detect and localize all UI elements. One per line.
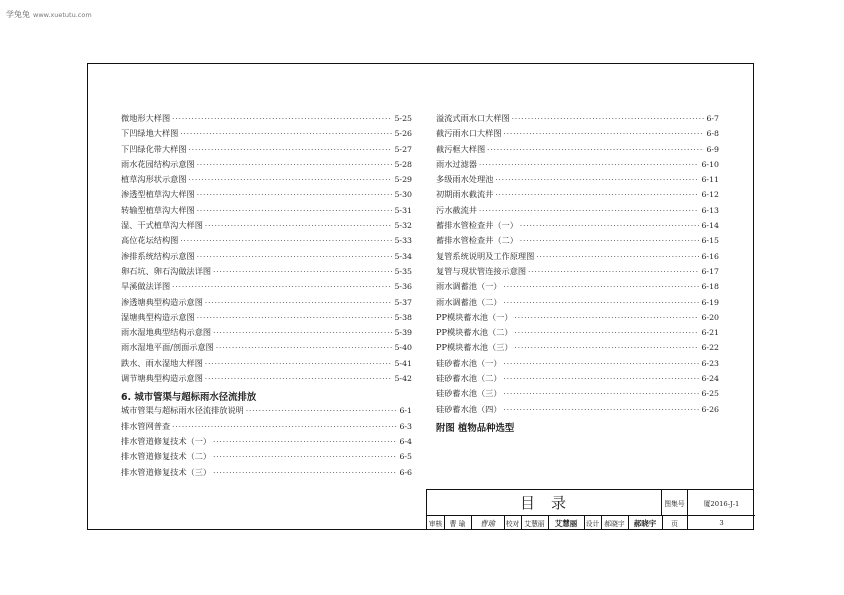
toc-entry-title: 硅砂蓄水池（三） (436, 388, 502, 399)
toc-leader-dots (246, 407, 398, 415)
watermark (6, 9, 92, 20)
toc-leader-dots (515, 314, 700, 322)
toc-leader-dots (515, 344, 700, 352)
toc-entry-title: 湿、干式植草沟大样图 (121, 220, 203, 231)
toc-entry (436, 281, 719, 296)
toc-entry-title: 渗透型植草沟大样图 (121, 189, 195, 200)
toc-leader-dots (504, 406, 700, 414)
toc-leader-dots (205, 222, 393, 230)
toc-entry-title: 雨水过滤器 (436, 158, 477, 169)
toc-leader-dots (213, 453, 397, 461)
toc-entry-title: 复管与现状管连接示意图 (436, 265, 527, 276)
toc-entry-title: 跌水、雨水湿地大样图 (121, 357, 203, 368)
toc-entry-title: 雨水调蓄池（一） (436, 281, 502, 292)
designer-name: 郝晓宇 (604, 520, 625, 528)
toc-entry-page: 6-3 (399, 421, 412, 431)
toc-left-column (121, 113, 412, 482)
toc-entry-page: 6-26 (701, 404, 719, 414)
toc-entry-page: 6-23 (701, 358, 719, 368)
toc-entry (436, 388, 719, 403)
toc-entry-page: 5-42 (394, 374, 412, 384)
toc-leader-dots (520, 237, 700, 245)
checker-name: 艾慧丽 (524, 520, 545, 528)
toc-entry-page: 5-41 (394, 358, 412, 368)
toc-entry-title: 排水管网普查 (121, 420, 171, 431)
toc-entry (436, 174, 719, 189)
toc-entry-title: 下凹绿地大样图 (121, 128, 179, 139)
toc-entry-title: 高位花坛结构图 (121, 235, 179, 246)
toc-leader-dots (479, 207, 700, 215)
toc-entry (436, 266, 719, 281)
toc-entry-title: 微地形大样图 (121, 113, 171, 123)
toc-entry (121, 266, 412, 281)
toc-entry (436, 297, 719, 312)
toc-entry-page: 5-35 (394, 266, 412, 276)
toc-entry-title: 调节塘典型构造示意图 (121, 373, 203, 384)
toc-entry-page: 6-12 (701, 190, 719, 200)
toc-leader-dots (504, 283, 700, 291)
toc-leader-dots (528, 268, 699, 276)
toc-leader-dots (520, 222, 700, 230)
toc-entry (121, 405, 412, 420)
checker-signature: 艾慧丽 (554, 518, 578, 528)
toc-leader-dots (213, 438, 397, 446)
toc-entry (121, 159, 412, 174)
toc-entry (436, 327, 719, 342)
toc-leader-dots (213, 469, 397, 477)
toc-entry-page: 5-40 (394, 343, 412, 353)
toc-leader-dots (205, 360, 393, 368)
toc-entry (436, 373, 719, 388)
toc-entry (436, 342, 719, 357)
toc-entry-title: 雨水湿地典型结构示意图 (121, 327, 212, 338)
toc-entry-page: 6-6 (399, 467, 412, 477)
toc-entry-page: 6-7 (706, 114, 719, 123)
section-6-heading: 6. 城市管渠与超标雨水径流排放 (121, 392, 257, 404)
toc-entry-title: 雨水湿地平面/剖面示意图 (121, 342, 214, 353)
toc-entry-title: PP模块蓄水池（二） (436, 327, 513, 338)
toc-leader-dots (172, 283, 392, 291)
atlas-number-label: 图集号 (662, 490, 688, 516)
toc-entry-page: 6-11 (701, 175, 719, 185)
toc-entry-page: 5-33 (394, 236, 412, 246)
watermark-brand: 学兔兔 (6, 10, 30, 19)
toc-entry (436, 312, 719, 327)
toc-leader-dots (515, 329, 700, 337)
toc-leader-dots (197, 161, 393, 169)
toc-entry (121, 235, 412, 250)
toc-leader-dots (504, 299, 700, 307)
check-label: 校对 (505, 520, 520, 528)
toc-entry-title: 湿塘典型构造示意图 (121, 311, 195, 322)
page-label: 页 (662, 516, 688, 530)
toc-entry-title: 硅砂蓄水池（四） (436, 403, 502, 414)
toc-entry (436, 144, 719, 159)
toc-entry-page: 6-4 (399, 436, 412, 446)
toc-leader-dots (495, 191, 699, 199)
toc-entry (121, 358, 412, 373)
toc-entry-title: 排水管道修复技术（三） (121, 466, 212, 477)
toc-entry (121, 220, 412, 235)
sheet-title: 目录 (427, 490, 662, 516)
toc-leader-dots (172, 115, 392, 123)
toc-entry-title: 城市管渠与超标雨水径流排放说明 (121, 405, 244, 416)
toc-entry-page: 6-21 (701, 328, 719, 338)
toc-entry (121, 467, 412, 482)
toc-entry (121, 189, 412, 204)
toc-entry-title: 蓄排水管检查井（一） (436, 220, 518, 231)
toc-entry (121, 205, 412, 220)
toc-leader-dots (205, 299, 393, 307)
toc-entry (121, 436, 412, 451)
toc-entry-page: 6-1 (399, 406, 412, 416)
design-label: 设计 (585, 520, 600, 528)
reviewer-name: 曹 瑜 (449, 520, 466, 528)
toc-section6-list (121, 405, 412, 481)
toc-leader-dots (495, 176, 699, 184)
toc-leader-dots (479, 161, 700, 169)
toc-entry-title: 排水管道修复技术（一） (121, 435, 212, 446)
watermark-url: www.xuetutu.com (33, 11, 92, 19)
toc-leader-dots (213, 268, 392, 276)
toc-entry (121, 342, 412, 357)
toc-entry-page: 5-38 (394, 312, 412, 322)
toc-leader-dots (504, 130, 705, 138)
toc-entry (436, 358, 719, 373)
toc-left-list (121, 113, 412, 388)
toc-entry-title: 截污雨水口大样图 (436, 128, 502, 139)
toc-entry-title: 植草沟形状示意图 (121, 174, 187, 185)
toc-entry-page: 5-26 (394, 129, 412, 139)
toc-entry-page: 5-32 (394, 221, 412, 231)
toc-leader-dots (205, 375, 393, 383)
appendix-heading: 附图 植物品种选型 (436, 422, 515, 434)
toc-leader-dots (536, 253, 699, 261)
toc-entry-page: 6-22 (701, 343, 719, 353)
toc-leader-dots (504, 375, 700, 383)
toc-entry (121, 113, 412, 128)
toc-leader-dots (512, 115, 705, 123)
toc-leader-dots (189, 146, 393, 154)
toc-entry-title: 截污框大样图 (436, 143, 486, 154)
toc-entry-page: 5-36 (394, 282, 412, 292)
toc-entry (121, 251, 412, 266)
toc-entry-page: 5-37 (394, 297, 412, 307)
toc-entry-page: 5-34 (394, 251, 412, 261)
toc-entry (436, 235, 719, 250)
toc-leader-dots (213, 329, 392, 337)
toc-entry-title: 旱溪做法详图 (121, 281, 171, 292)
toc-entry (121, 421, 412, 436)
review-label: 审核 (428, 520, 443, 528)
toc-entry-title: 雨水调蓄池（二） (436, 296, 502, 307)
toc-entry-title: 复管系统说明及工作原理图 (436, 250, 535, 261)
toc-entry-page: 5-39 (394, 328, 412, 338)
toc-entry-title: 雨水花园结构示意图 (121, 158, 195, 169)
toc-leader-dots (197, 207, 393, 215)
toc-entry-page: 5-27 (394, 144, 412, 154)
toc-entry (436, 159, 719, 174)
toc-leader-dots (197, 253, 393, 261)
toc-entry-page: 6-14 (701, 221, 719, 231)
toc-entry-page: 6-25 (701, 389, 719, 399)
toc-entry-page: 6-15 (701, 236, 719, 246)
toc-leader-dots (180, 130, 392, 138)
toc-entry-title: 排水管道修复技术（二） (121, 451, 212, 462)
toc-leader-dots (216, 344, 393, 352)
toc-entry-page: 6-5 (399, 452, 412, 462)
toc-entry-page: 5-28 (394, 159, 412, 169)
toc-right-list (436, 113, 719, 419)
toc-entry-page: 6-16 (701, 251, 719, 261)
toc-leader-dots (504, 360, 700, 368)
toc-entry-page: 6-17 (701, 266, 719, 276)
toc-entry-title: 硅砂蓄水池（二） (436, 373, 502, 384)
toc-entry-page: 5-25 (394, 114, 412, 123)
toc-entry-page: 6-9 (706, 144, 719, 154)
toc-entry (121, 144, 412, 159)
toc-entry (121, 128, 412, 143)
toc-entry (436, 205, 719, 220)
toc-entry (436, 128, 719, 143)
toc-entry-title: 渗透塘典型构造示意图 (121, 296, 203, 307)
toc-entry-page: 6-24 (701, 374, 719, 384)
toc-entry-title: 转输型植草沟大样图 (121, 204, 195, 215)
toc-entry-page: 6-8 (706, 129, 719, 139)
toc-entry-page: 6-20 (701, 312, 719, 322)
toc-entry-title: 多级雨水处理池 (436, 174, 494, 185)
toc-entry (121, 312, 412, 327)
toc-entry (121, 451, 412, 466)
toc-entry-title: 下凹绿化带大样图 (121, 143, 187, 154)
toc-leader-dots (197, 191, 393, 199)
toc-entry-page: 5-29 (394, 175, 412, 185)
toc-leader-dots (504, 390, 700, 398)
toc-entry-title: 渗排系统结构示意图 (121, 250, 195, 261)
toc-entry-title: 溢流式雨水口大样图 (436, 113, 510, 123)
toc-entry-title: 卵石坑、卵石沟做法详图 (121, 265, 212, 276)
toc-leader-dots (487, 146, 704, 154)
toc-entry-page: 6-10 (701, 159, 719, 169)
toc-entry (436, 251, 719, 266)
toc-entry-page: 6-19 (701, 297, 719, 307)
toc-entry-page: 6-18 (701, 282, 719, 292)
toc-entry (121, 174, 412, 189)
toc-leader-dots (197, 314, 393, 322)
toc-right-column (436, 113, 719, 436)
toc-entry (436, 189, 719, 204)
toc-entry (121, 281, 412, 296)
toc-leader-dots (172, 423, 397, 431)
designer-signature: 郝晓宇 (633, 518, 657, 528)
toc-entry (436, 113, 719, 128)
toc-entry (436, 220, 719, 235)
toc-entry (436, 404, 719, 419)
toc-entry-title: 硅砂蓄水池（一） (436, 357, 502, 368)
title-block (426, 489, 754, 530)
toc-entry-title: 蓄排水管检查井（二） (436, 235, 518, 246)
reviewer-signature: 曹瑜 (480, 518, 495, 528)
toc-entry (121, 297, 412, 312)
toc-entry-title: PP模块蓄水池（一） (436, 311, 513, 322)
toc-entry (121, 327, 412, 342)
page-number: 3 (719, 519, 724, 527)
toc-entry-page: 5-30 (394, 190, 412, 200)
toc-entry-page: 5-31 (394, 205, 412, 215)
toc-leader-dots (180, 237, 392, 245)
toc-entry-title: 污水截流井 (436, 204, 477, 215)
atlas-number: 厦2016-J-1 (688, 490, 755, 516)
toc-leader-dots (189, 176, 393, 184)
toc-entry (121, 373, 412, 388)
toc-entry-title: PP模块蓄水池（三） (436, 342, 513, 353)
toc-entry-page: 6-13 (701, 205, 719, 215)
toc-entry-title: 初期雨水截流井 (436, 189, 494, 200)
